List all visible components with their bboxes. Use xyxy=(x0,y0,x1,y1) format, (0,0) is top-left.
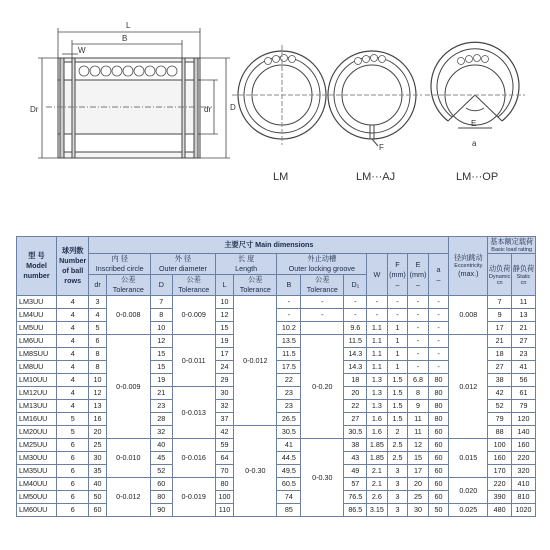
value-cell: 8 xyxy=(151,309,173,322)
header-D1: D₁ xyxy=(344,275,367,296)
value-cell: 9 xyxy=(488,309,512,322)
value-cell: 1.5 xyxy=(387,374,408,387)
value-cell: 60 xyxy=(428,465,449,478)
value-cell: 1.1 xyxy=(367,335,388,348)
header-D: D xyxy=(151,275,173,296)
value-cell: 0.020 xyxy=(449,478,488,504)
table-row xyxy=(17,439,536,452)
value-cell: 12 xyxy=(151,335,173,348)
value-cell: 17.5 xyxy=(277,361,301,374)
value-cell: 110 xyxy=(215,504,233,517)
value-cell: 3 xyxy=(387,478,408,491)
value-cell: 6 xyxy=(56,439,88,452)
value-cell: 2.5 xyxy=(387,439,408,452)
header-static: 静负荷 Static cn xyxy=(512,254,536,296)
value-cell: 3 xyxy=(387,491,408,504)
value-cell: 0-0.009 xyxy=(106,335,150,439)
value-cell: 120 xyxy=(512,413,536,426)
header-E: E (mm) – xyxy=(408,254,429,296)
value-cell: 140 xyxy=(512,426,536,439)
value-cell: 4 xyxy=(56,361,88,374)
value-cell: 76.5 xyxy=(344,491,367,504)
value-cell: 4 xyxy=(56,387,88,400)
value-cell: 6 xyxy=(56,465,88,478)
value-cell: 410 xyxy=(512,478,536,491)
header-groove: 外止动槽 Outer locking groove xyxy=(277,254,367,275)
value-cell: 17 xyxy=(488,322,512,335)
value-cell: - xyxy=(277,309,301,322)
value-cell: 42 xyxy=(215,426,233,439)
model-cell: LM10UU xyxy=(17,374,57,387)
value-cell: 0.012 xyxy=(449,335,488,439)
value-cell: 24 xyxy=(215,361,233,374)
value-cell: 7 xyxy=(488,296,512,309)
value-cell: 5 xyxy=(56,413,88,426)
value-cell: 3 xyxy=(387,465,408,478)
value-cell: - xyxy=(428,309,449,322)
value-cell: 21 xyxy=(512,322,536,335)
value-cell: 6 xyxy=(56,491,88,504)
value-cell: 0-0.009 xyxy=(172,296,215,335)
value-cell: 4 xyxy=(56,309,88,322)
value-cell: 6 xyxy=(56,478,88,491)
value-cell: 3.15 xyxy=(367,504,388,517)
bearing-side-view xyxy=(46,58,212,158)
value-cell: - xyxy=(277,296,301,309)
value-cell: - xyxy=(428,296,449,309)
value-cell: 4 xyxy=(56,296,88,309)
value-cell: 0-0.011 xyxy=(172,335,215,387)
value-cell: 220 xyxy=(488,478,512,491)
value-cell: 11 xyxy=(512,296,536,309)
header-W: W xyxy=(367,254,388,296)
value-cell: 80 xyxy=(428,400,449,413)
value-cell: 5 xyxy=(56,426,88,439)
value-cell: 85 xyxy=(277,504,301,517)
value-cell: 1.3 xyxy=(367,400,388,413)
value-cell: 15 xyxy=(151,361,173,374)
value-cell: 3 xyxy=(387,504,408,517)
caption-lm: LM xyxy=(273,171,289,183)
value-cell: 25 xyxy=(408,491,429,504)
caption-lm-aj: LM···AJ xyxy=(356,171,396,183)
value-cell: 37 xyxy=(215,413,233,426)
value-cell: 1.3 xyxy=(367,387,388,400)
value-cell: 80 xyxy=(428,387,449,400)
value-cell: 6 xyxy=(56,504,88,517)
header-outer: 外 径 Outer diameter xyxy=(151,254,216,275)
value-cell: 16 xyxy=(89,413,106,426)
model-cell: LM16UU xyxy=(17,413,57,426)
header-length: 长 度 Length xyxy=(215,254,277,275)
value-cell: 88 xyxy=(488,426,512,439)
value-cell: 19 xyxy=(151,374,173,387)
value-cell: 38 xyxy=(488,374,512,387)
value-cell: 10 xyxy=(151,322,173,335)
model-cell: LM50UU xyxy=(17,491,57,504)
value-cell: 160 xyxy=(488,452,512,465)
label-a: a xyxy=(472,139,477,148)
value-cell: 8 xyxy=(89,361,106,374)
value-cell: 1.3 xyxy=(367,374,388,387)
value-cell: 70 xyxy=(215,465,233,478)
value-cell: 21 xyxy=(488,335,512,348)
value-cell: 4 xyxy=(89,309,106,322)
value-cell: 1.5 xyxy=(387,413,408,426)
header-dr: dr xyxy=(89,275,106,296)
value-cell: 0-0.20 xyxy=(301,335,344,439)
value-cell: 0-0.016 xyxy=(172,439,215,478)
header-dr-tolerance: 公差 Tolerance xyxy=(106,275,150,296)
value-cell: 60 xyxy=(428,439,449,452)
value-cell: 90 xyxy=(151,504,173,517)
value-cell: - xyxy=(408,361,429,374)
value-cell: 13 xyxy=(512,309,536,322)
model-cell: LM6UU xyxy=(17,335,57,348)
value-cell: 10.2 xyxy=(277,322,301,335)
value-cell: 1.6 xyxy=(367,413,388,426)
value-cell: 15 xyxy=(408,452,429,465)
model-cell: LM25UU xyxy=(17,439,57,452)
value-cell: - xyxy=(387,309,408,322)
value-cell: 9.6 xyxy=(344,322,367,335)
header-L-tolerance: 公差 Tolerance xyxy=(234,275,277,296)
label-E: E xyxy=(471,119,477,128)
value-cell: 18 xyxy=(344,374,367,387)
value-cell: 8 xyxy=(408,387,429,400)
header-eccentricity: 径向跳动 Eccentricity (max.) xyxy=(449,237,488,296)
value-cell: 50 xyxy=(89,491,106,504)
value-cell: 86.5 xyxy=(344,504,367,517)
value-cell: 43 xyxy=(344,452,367,465)
value-cell: 80 xyxy=(428,413,449,426)
value-cell: - xyxy=(428,322,449,335)
value-cell: - xyxy=(387,296,408,309)
value-cell: 100 xyxy=(488,439,512,452)
value-cell: 80 xyxy=(428,374,449,387)
value-cell: 32 xyxy=(215,400,233,413)
value-cell: - xyxy=(408,296,429,309)
value-cell: 49 xyxy=(344,465,367,478)
label-W: W xyxy=(78,46,86,55)
header-load-rating: 基本额定载荷 Basic load rating xyxy=(488,237,536,254)
model-cell: LM8SUU xyxy=(17,348,57,361)
header-L: L xyxy=(215,275,233,296)
specification-table xyxy=(16,236,536,517)
value-cell: 13.5 xyxy=(277,335,301,348)
value-cell: 0-0.013 xyxy=(172,387,215,439)
value-cell: 22 xyxy=(344,400,367,413)
value-cell: 4 xyxy=(56,335,88,348)
value-cell: 160 xyxy=(512,439,536,452)
value-cell: 14.3 xyxy=(344,361,367,374)
value-cell: 17 xyxy=(408,465,429,478)
value-cell: 23 xyxy=(512,348,536,361)
value-cell: 15 xyxy=(215,322,233,335)
value-cell: 4 xyxy=(56,374,88,387)
value-cell: 320 xyxy=(512,465,536,478)
value-cell: 10 xyxy=(89,374,106,387)
value-cell: 11.5 xyxy=(344,335,367,348)
value-cell: 59 xyxy=(215,439,233,452)
header-model: 型 号 Model number xyxy=(17,237,57,296)
value-cell: 30 xyxy=(89,452,106,465)
value-cell: 27 xyxy=(344,413,367,426)
value-cell: 22 xyxy=(277,374,301,387)
value-cell: 1.5 xyxy=(387,387,408,400)
header-F: F (mm) – xyxy=(387,254,408,296)
label-B: B xyxy=(122,34,128,43)
model-cell: LM4UU xyxy=(17,309,57,322)
header-B-tolerance: 公差 Tolerance xyxy=(301,275,344,296)
value-cell: 1 xyxy=(387,322,408,335)
value-cell: 480 xyxy=(488,504,512,517)
value-cell xyxy=(301,322,344,335)
value-cell: 52 xyxy=(151,465,173,478)
model-cell: LM20UU xyxy=(17,426,57,439)
value-cell: 21 xyxy=(151,387,173,400)
value-cell: 23 xyxy=(151,400,173,413)
value-cell: 2.6 xyxy=(367,491,388,504)
value-cell: - xyxy=(428,361,449,374)
value-cell: 20 xyxy=(408,478,429,491)
value-cell: 4 xyxy=(56,348,88,361)
value-cell: 1.85 xyxy=(367,452,388,465)
value-cell: 56 xyxy=(512,374,536,387)
model-cell: LM40UU xyxy=(17,478,57,491)
model-cell: LM35UU xyxy=(17,465,57,478)
value-cell: 12 xyxy=(215,309,233,322)
value-cell: 20 xyxy=(344,387,367,400)
value-cell: 45 xyxy=(151,452,173,465)
value-cell: 5 xyxy=(89,322,106,335)
value-cell: - xyxy=(367,296,388,309)
label-F: F xyxy=(379,143,384,152)
value-cell: 28 xyxy=(151,413,173,426)
label-dr: dr xyxy=(204,105,212,114)
header-main-dimensions: 主要尺寸 Main dimensions xyxy=(89,237,449,254)
value-cell: 1.5 xyxy=(387,400,408,413)
header-ball-rows: 球列数 Number of ball rows xyxy=(56,237,88,296)
model-cell: LM60UU xyxy=(17,504,57,517)
value-cell: 25 xyxy=(89,439,106,452)
value-cell: 30 xyxy=(215,387,233,400)
bearing-drawings xyxy=(0,0,550,230)
value-cell: 60.5 xyxy=(277,478,301,491)
value-cell: 61 xyxy=(512,387,536,400)
model-cell: LM8UU xyxy=(17,361,57,374)
label-D: D xyxy=(230,103,236,112)
value-cell: 12 xyxy=(408,439,429,452)
header-a: a – xyxy=(428,254,449,296)
model-cell: LM12UU xyxy=(17,387,57,400)
value-cell: 3 xyxy=(89,296,106,309)
value-cell: 0-0.012 xyxy=(106,478,150,517)
value-cell: 12 xyxy=(89,387,106,400)
value-cell: 4 xyxy=(56,322,88,335)
value-cell: - xyxy=(408,348,429,361)
value-cell: 0-0.30 xyxy=(234,426,277,517)
model-cell: LM5UU xyxy=(17,322,57,335)
value-cell: 2.1 xyxy=(367,478,388,491)
header-inscribed: 内 径 Inscribed circle xyxy=(89,254,151,275)
value-cell: 30.5 xyxy=(344,426,367,439)
value-cell: 60 xyxy=(151,478,173,491)
value-cell: 32 xyxy=(151,426,173,439)
value-cell: 11 xyxy=(408,426,429,439)
value-cell: 9 xyxy=(408,400,429,413)
value-cell: 13 xyxy=(89,400,106,413)
table-row xyxy=(17,335,536,348)
label-L: L xyxy=(126,21,131,30)
value-cell: 80 xyxy=(151,491,173,504)
value-cell: 57 xyxy=(344,478,367,491)
value-cell: - xyxy=(344,309,367,322)
value-cell: - xyxy=(301,296,344,309)
value-cell: 1 xyxy=(387,361,408,374)
value-cell: 20 xyxy=(89,426,106,439)
value-cell: 41 xyxy=(512,361,536,374)
value-cell: 1 xyxy=(387,335,408,348)
value-cell: 35 xyxy=(89,465,106,478)
model-cell: LM3UU xyxy=(17,296,57,309)
value-cell: 79 xyxy=(512,400,536,413)
value-cell: 17 xyxy=(215,348,233,361)
value-cell: - xyxy=(408,309,429,322)
value-cell: 80 xyxy=(215,478,233,491)
value-cell: 0-0.019 xyxy=(172,478,215,517)
value-cell: 100 xyxy=(215,491,233,504)
value-cell: 0.025 xyxy=(449,504,488,517)
value-cell: - xyxy=(367,309,388,322)
value-cell: 6 xyxy=(89,335,106,348)
value-cell: 38 xyxy=(344,439,367,452)
value-cell: 170 xyxy=(488,465,512,478)
value-cell: 27 xyxy=(488,361,512,374)
value-cell: 30.5 xyxy=(277,426,301,439)
header-dynamic: 动负荷 Dynamic cn xyxy=(488,254,512,296)
value-cell: - xyxy=(408,322,429,335)
value-cell: 18 xyxy=(488,348,512,361)
label-Dr: Dr xyxy=(30,105,39,114)
value-cell: - xyxy=(428,348,449,361)
value-cell: 0-0.012 xyxy=(234,296,277,426)
value-cell: 79 xyxy=(488,413,512,426)
value-cell: 19 xyxy=(215,335,233,348)
value-cell: 40 xyxy=(89,478,106,491)
value-cell: 27 xyxy=(512,335,536,348)
value-cell: 41 xyxy=(277,439,301,452)
value-cell: 2.5 xyxy=(387,452,408,465)
end-view-aj xyxy=(322,51,422,146)
table-row xyxy=(17,478,536,491)
value-cell: 23 xyxy=(277,387,301,400)
value-cell: 1.85 xyxy=(367,439,388,452)
table-row xyxy=(17,504,536,517)
value-cell: - xyxy=(408,335,429,348)
table-body xyxy=(17,296,536,517)
value-cell: 74 xyxy=(277,491,301,504)
value-cell: 390 xyxy=(488,491,512,504)
value-cell: 52 xyxy=(488,400,512,413)
value-cell: 11.5 xyxy=(277,348,301,361)
value-cell: 7 xyxy=(151,296,173,309)
value-cell: 49.5 xyxy=(277,465,301,478)
value-cell: 11 xyxy=(408,413,429,426)
value-cell: 810 xyxy=(512,491,536,504)
value-cell: 2.1 xyxy=(367,465,388,478)
value-cell: 64 xyxy=(215,452,233,465)
value-cell: 0.008 xyxy=(449,296,488,335)
value-cell: 6 xyxy=(56,452,88,465)
value-cell: 1.1 xyxy=(367,322,388,335)
value-cell: 1020 xyxy=(512,504,536,517)
value-cell: 23 xyxy=(277,400,301,413)
value-cell: 1.1 xyxy=(367,348,388,361)
table-row xyxy=(17,296,536,309)
value-cell: 30 xyxy=(408,504,429,517)
value-cell: 14.3 xyxy=(344,348,367,361)
value-cell: 29 xyxy=(215,374,233,387)
header-B: B xyxy=(277,275,301,296)
value-cell: 4 xyxy=(56,400,88,413)
value-cell: 60 xyxy=(428,478,449,491)
end-view-op xyxy=(425,42,525,128)
value-cell: 15 xyxy=(151,348,173,361)
value-cell: - xyxy=(428,335,449,348)
value-cell: 2 xyxy=(387,426,408,439)
value-cell: 1.6 xyxy=(367,426,388,439)
header-D-tolerance: 公差 Tolerance xyxy=(172,275,215,296)
value-cell: - xyxy=(301,309,344,322)
value-cell: 60 xyxy=(428,426,449,439)
value-cell: 0.015 xyxy=(449,439,488,478)
value-cell: 44.5 xyxy=(277,452,301,465)
value-cell: 40 xyxy=(151,439,173,452)
value-cell: 26.5 xyxy=(277,413,301,426)
value-cell: 60 xyxy=(428,491,449,504)
value-cell: 60 xyxy=(428,452,449,465)
value-cell: 6.8 xyxy=(408,374,429,387)
end-view-lm xyxy=(232,45,332,145)
value-cell: 1.1 xyxy=(367,361,388,374)
value-cell: 50 xyxy=(428,504,449,517)
value-cell: 0-0.008 xyxy=(106,296,150,335)
value-cell: - xyxy=(344,296,367,309)
caption-lm-op: LM···OP xyxy=(456,171,499,183)
value-cell: 220 xyxy=(512,452,536,465)
value-cell: 1 xyxy=(387,348,408,361)
value-cell: 10 xyxy=(215,296,233,309)
value-cell: 0-0.30 xyxy=(301,439,344,517)
value-cell: 0-0.010 xyxy=(106,439,150,478)
model-cell: LM30UU xyxy=(17,452,57,465)
value-cell: 8 xyxy=(89,348,106,361)
value-cell: 42 xyxy=(488,387,512,400)
model-cell: LM13UU xyxy=(17,400,57,413)
value-cell: 60 xyxy=(89,504,106,517)
